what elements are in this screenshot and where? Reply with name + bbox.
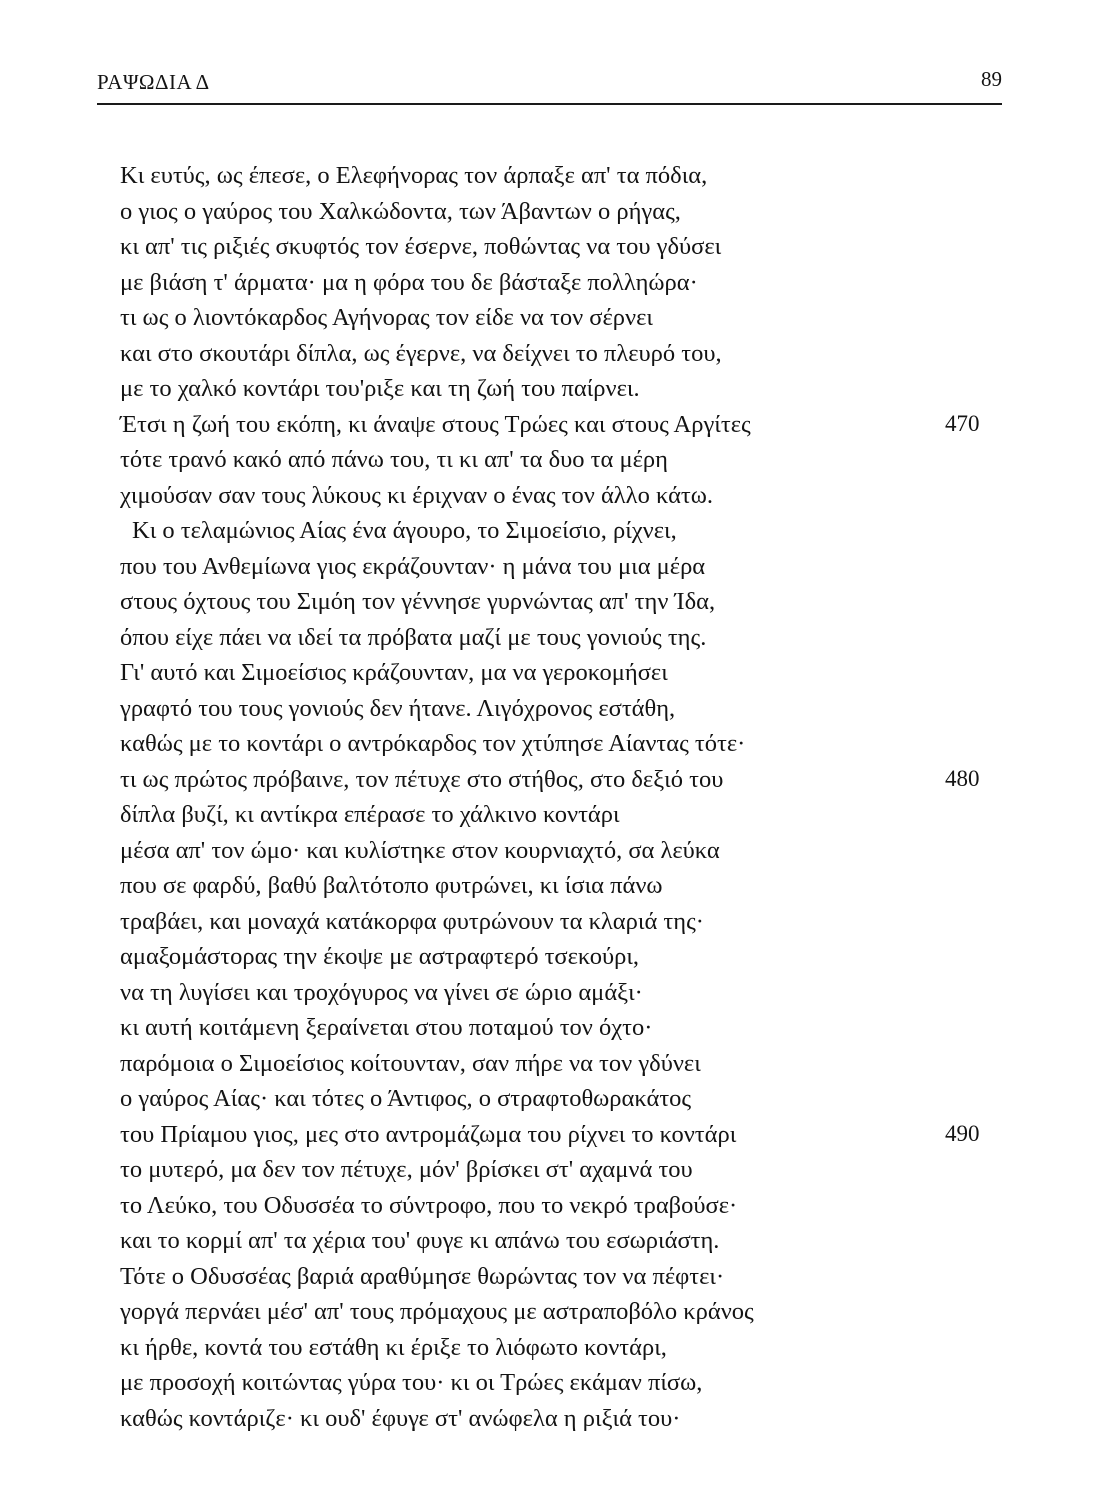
verse-line: αμαξομάστορας την έκοψε με αστραφτερό τσεκούρι, (120, 943, 640, 970)
verse-line: παρόμοια ο Σιμοείσιος κοίτουνταν, σαν πήρε να τον γδύνει (120, 1049, 701, 1077)
page-number: 89 (981, 67, 1002, 91)
verse-line: μέσα απ' τον ώμο· και κυλίστηκε στον κουρνιαχτό, σα λεύκα (120, 836, 720, 864)
running-head (97, 67, 1002, 100)
verse-line: τότε τρανό κακό από πάνω του, τι κι απ' τα δυο τα μέρη (120, 446, 668, 473)
verse-line: καθώς με το κοντάρι ο αντρόκαρδος τον χτύπησε Αίαντας τότε· (120, 730, 746, 757)
verse-line: Κι ευτύς, ως έπεσε, ο Ελεφήνορας τον άρπαξε απ' τα πόδια, (120, 162, 708, 189)
verse-line: κι ήρθε, κοντά του εστάθη κι έριξε το λιόφωτο κοντάρι, (120, 1333, 667, 1361)
verse-line: τραβάει, και μοναχά κατάκορφα φυτρώνουν τα κλαριά της· (120, 907, 704, 935)
verse-line: στους όχτους του Σιμόη τον γέννησε γυρνώντας απ' την Ίδα, (120, 588, 716, 615)
verse-line: που σε φαρδύ, βαθύ βαλτότοπο φυτρώνει, κι ίσια πάνω (120, 872, 663, 899)
verse-line: να τη λυγίσει και τροχόγυρος να γίνει σε ώριο αμάξι· (120, 978, 643, 1006)
verse-line: ο γαύρος Αίας· και τότες ο Άντιφος, ο στραφτοθωρακάτος (120, 1085, 692, 1112)
verse-line: Γι' αυτό και Σιμοείσιος κράζουνταν, μα να γεροκομήσει (120, 659, 668, 686)
header-rule (97, 103, 1002, 105)
verse-line: και το κορμί απ' τα χέρια του' φυγε κι απάνω του εσωριάστη. (120, 1227, 720, 1254)
verse-line: τι ως ο λιοντόκαρδος Αγήνορας τον είδε να τον σέρνει (120, 304, 653, 331)
verse-line: το μυτερό, μα δεν τον πέτυχε, μόν' βρίσκει στ' αχαμνά του (120, 1156, 693, 1183)
verse-line: που του Ανθεμίωνα γιος εκράζουνταν· η μάνα του μια μέρα (120, 552, 706, 580)
verse-line: κι αυτή κοιτάμενη ξεραίνεται στου ποταμού τον όχτο· (120, 1014, 653, 1041)
verse-line: γραφτό του τους γονιούς δεν ήτανε. Λιγόχρονος εστάθη, (120, 694, 676, 722)
running-title: ΡΑΨΩΔΙΑ Δ (97, 70, 210, 94)
verse-line: Έτσι η ζωή του εκόπη, κι άναψε στους Τρώες και στους Αργίτες (120, 410, 751, 438)
verse-line: και στο σκουτάρι δίπλα, ως έγερνε, να δείχνει το πλευρό του, (120, 339, 722, 367)
verse-line: δίπλα βυζί, κι αντίκρα επέρασε το χάλκινο κοντάρι (120, 801, 620, 828)
verse-line: ο γιος ο γαύρος του Χαλκώδοντα, των Άβαντων ο ρήγας, (120, 197, 681, 225)
line-number-480: 480 (945, 766, 980, 791)
line-number-490: 490 (945, 1121, 980, 1146)
verse-line: καθώς κοντάριζε· κι ουδ' έφυγε στ' ανώφελα η ριξιά του· (120, 1404, 681, 1432)
verse-line: με προσοχή κοιτώντας γύρα του· κι οι Τρώες εκάμαν πίσω, (120, 1369, 703, 1396)
verse-line: του Πρίαμου γιος, μες στο αντρομάζωμα του ρίχνει το κοντάρι (120, 1120, 737, 1148)
verse-line: με το χαλκό κοντάρι του'ριξε και τη ζωή του παίρνει. (120, 375, 640, 402)
verse-line: τι ως πρώτος πρόβαινε, τον πέτυχε στο στήθος, στο δεξιό του (120, 765, 724, 793)
line-number-470: 470 (945, 411, 980, 436)
verse-line: κι απ' τις ριξιές σκυφτός τον έσερνε, ποθώντας να του γδύσει (120, 233, 722, 260)
verse-line: το Λεύκο, του Οδυσσέα το σύντροφο, που το νεκρό τραβούσε· (120, 1191, 738, 1219)
verse-line: χιμούσαν σαν τους λύκους κι έριχναν ο ένας τον άλλο κάτω. (120, 481, 714, 509)
poem-text (120, 158, 940, 1436)
verse-line: όπου είχε πάει να ιδεί τα πρόβατα μαζί με τους γονιούς της. (120, 623, 707, 651)
verse-line: Τότε ο Οδυσσέας βαριά αραθύμησε θωρώντας τον να πέφτει· (120, 1262, 725, 1290)
verse-line: γοργά περνάει μέσ' απ' τους πρόμαχους με αστραποβόλο κράνος (120, 1298, 754, 1325)
verse-line-paragraph-start: Κι ο τελαμώνιος Αίας ένα άγουρο, το Σιμοείσιο, ρίχνει, (132, 517, 677, 544)
verse-line: με βιάση τ' άρματα· μα η φόρα του δε βάσταξε πολληώρα· (120, 268, 698, 296)
